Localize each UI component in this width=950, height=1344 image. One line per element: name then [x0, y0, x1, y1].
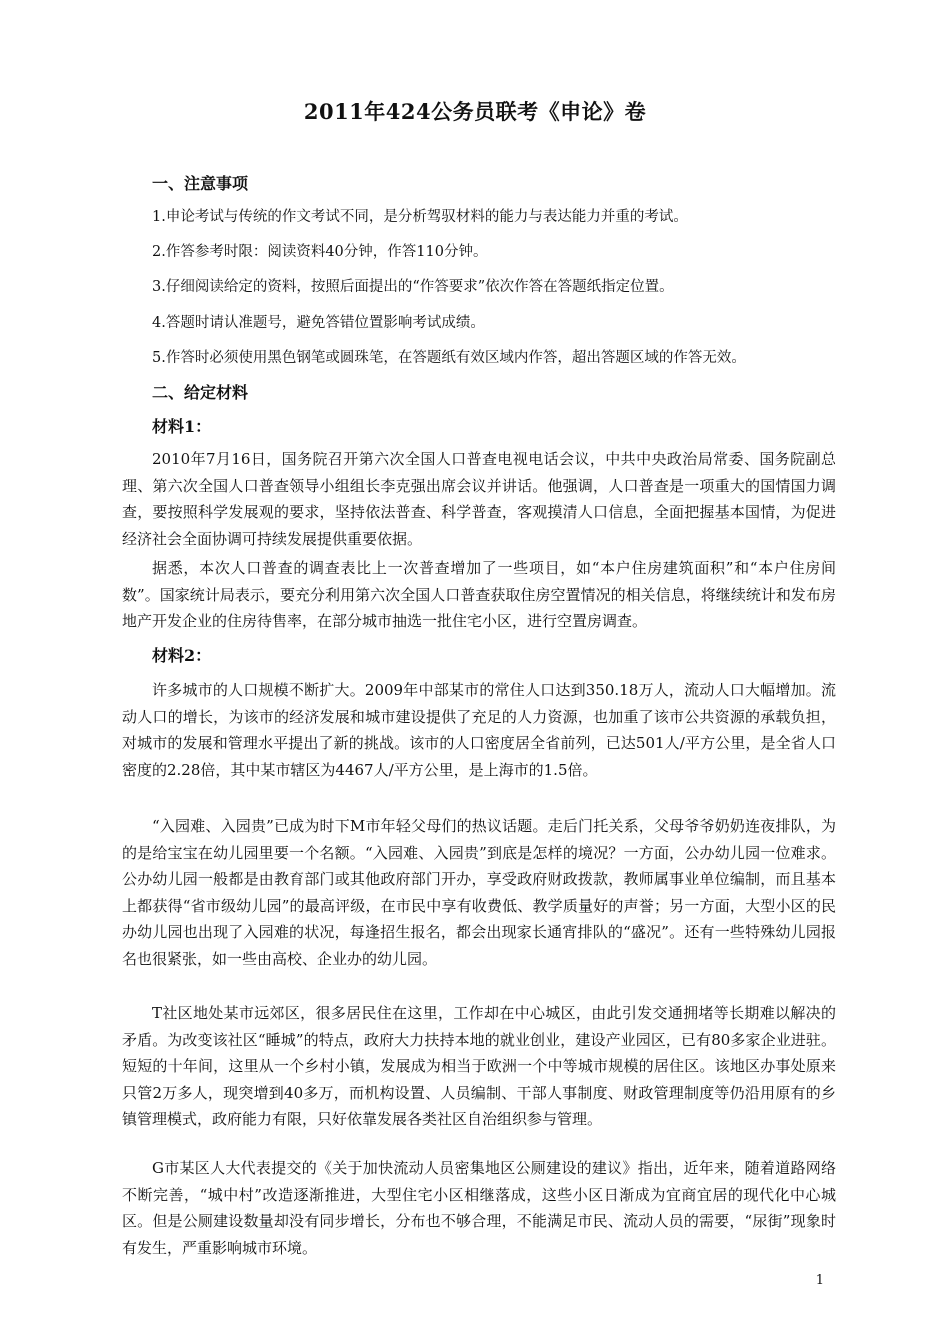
note-item: 2.作答参考时限：阅读资料40分钟，作答110分钟。 [152, 244, 488, 260]
material-2-label: 材料2： [152, 646, 212, 665]
note-item: 3.仔细阅读给定的资料，按照后面提出的“作答要求”依次作答在答题纸指定位置。 [152, 279, 674, 295]
material-2-paragraph: “入园难、入园贵”已成为时下M市年轻父母们的热议话题。走后门托关系，父母爷爷奶奶连夜排队，为的是给宝宝在幼儿园里要一个名额。“入园难、入园贵”到底是怎样的境况？一方面，公办幼儿园一位难求。公办幼儿园一般都是由教育部门或其他政府部门开办，享受政府财政拨款，教师属事业单位编制，而且基本上都获得“省市级幼儿园”的最高评级，在市民中享有收费低、教学质量好的声誉；另一方面，大型小区的民办幼儿园也出现了入园难的状况，每逢招生报名，都会出现家长通宵排队的“盛况”。还有一些特殊幼儿园报名也很紧张，如一些由高校、企业办的幼儿园。 [122, 817, 836, 968]
page-number: 1 [815, 1273, 824, 1288]
material-2-paragraph: 许多城市的人口规模不断扩大。2009年中部某市的常住人口达到350.18万人，流动人口大幅增加。流动人口的增长，为该市的经济发展和城市建设提供了充足的人力资源，也加重了该市公共资源的承载负担，对城市的发展和管理水平提出了新的挑战。该市的人口密度居全省前列，已达501人/平方公里，是全省人口密度的2.28倍，其中某市辖区为4467人/平方公里，是上海市的1.5倍。 [122, 681, 836, 779]
note-item: 1.申论考试与传统的作文考试不同，是分析驾驭材料的能力与表达能力并重的考试。 [152, 209, 688, 225]
note-item: 4.答题时请认准题号，避免答错位置影响考试成绩。 [152, 315, 485, 331]
material-2-paragraph: G市某区人大代表提交的《关于加快流动人员密集地区公厕建设的建议》指出，近年来，随着道路网络不断完善，“城中村”改造逐渐推进，大型住宅小区相继落成，这些小区日渐成为宜商宜居的现代化中心城区。但是公厕建设数量却没有同步增长，分布也不够合理，不能满足市民、流动人员的需要，“尿街”现象时有发生，严重影响城市环境。 [122, 1159, 836, 1257]
material-1-paragraph: 2010年7月16日，国务院召开第六次全国人口普查电视电话会议，中共中央政治局常委、国务院副总理、第六次全国人口普查领导小组组长李克强出席会议并讲话。他强调，人口普查是一项重大的国情国力调查，要按照科学发展观的要求，坚持依法普查、科学普查，客观摸清人口信息，全面把握基本国情，为促进经济社会全面协调可持续发展提供重要依据。 [122, 450, 836, 548]
material-1-label: 材料1： [152, 417, 212, 436]
document-title: 2011年424公务员联考《申论》卷 [303, 99, 647, 124]
section-heading-notes: 一、注意事项 [152, 174, 249, 193]
note-item: 5.作答时必须使用黑色钢笔或圆珠笔，在答题纸有效区域内作答，超出答题区域的作答无效。 [152, 350, 746, 366]
section-heading-materials: 二、给定材料 [152, 383, 249, 402]
material-2-paragraph: T社区地处某市远郊区，很多居民住在这里，工作却在中心城区，由此引发交通拥堵等长期难以解决的矛盾。为改变该社区“睡城”的特点，政府大力扶持本地的就业创业，建设产业园区，已有80多家企业进驻。短短的十年间，这里从一个乡村小镇，发展成为相当于欧洲一个中等城市规模的居住区。该地区办事处原来只管2万多人，现突增到40多万，而机构设置、人员编制、干部人事制度、财政管理制度等仍沿用原有的乡镇管理模式，政府能力有限，只好依靠发展各类社区自治组织参与管理。 [122, 1004, 836, 1128]
material-1-paragraph: 据悉，本次人口普查的调查表比上一次普查增加了一些项目，如“本户住房建筑面积”和“本户住房间数”。国家统计局表示，要充分利用第六次全国人口普查获取住房空置情况的相关信息，将继续统计和发布房地产开发企业的住房待售率，在部分城市抽选一批住宅小区，进行空置房调查。 [122, 559, 836, 630]
